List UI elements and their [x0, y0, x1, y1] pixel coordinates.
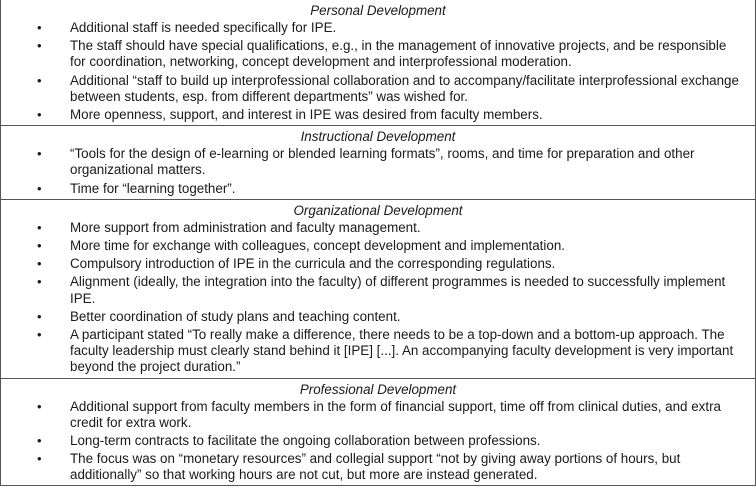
list-item [1, 20, 755, 36]
bullet-icon: • [37, 146, 42, 162]
section-heading: Organizational Development [293, 202, 463, 218]
list-item [1, 309, 755, 325]
list-item [1, 146, 755, 178]
list-item [1, 451, 755, 483]
list-item-text: Better coordination of study plans and teaching content. [70, 308, 401, 324]
section-heading: Personal Development [310, 3, 446, 18]
list-item [1, 433, 755, 449]
list-item-text: More support from administration and faculty management. [70, 219, 421, 235]
bullet-icon: • [37, 398, 42, 414]
bullet-icon: • [37, 238, 42, 254]
list-item [1, 274, 755, 306]
list-item [1, 38, 755, 70]
bullet-list [1, 20, 755, 123]
section-instructional-development [1, 126, 755, 200]
bullet-icon: • [37, 20, 42, 35]
list-item [1, 238, 755, 254]
bullet-list [1, 220, 755, 376]
section-organizational-development [1, 200, 755, 379]
bullet-icon: • [37, 72, 42, 88]
list-item [1, 73, 755, 105]
list-item [1, 181, 755, 197]
bullet-list [1, 146, 755, 197]
bullet-icon: • [37, 107, 42, 123]
list-item-text: Alignment (ideally, the integration into the faculty) of different programmes is needed to successfully implement IPE. [70, 274, 726, 306]
section-professional-development [1, 379, 755, 485]
list-item-text: The staff should have special qualifications, e.g., in the management of innovative projects, and be responsible for coordination, networking, concept development and interprofessional moderation. [70, 38, 727, 70]
list-item-text: Time for “learning together”. [70, 180, 236, 196]
list-item-text: More openness, support, and interest in IPE was desired from faculty members. [70, 107, 543, 123]
bullet-icon: • [37, 433, 42, 449]
list-item-text: Compulsory introduction of IPE in the curricula and the corresponding regulations. [70, 256, 556, 272]
bullet-icon: • [37, 274, 42, 290]
list-item [1, 399, 755, 431]
list-item-text: Additional “staff to build up interprofessional collaboration and to accompany/facilitate interprofessional exchange between students, esp. from different departments” was wished for. [70, 72, 739, 104]
list-item-text: Long-term contracts to facilitate the ongoing collaboration between professions. [70, 433, 541, 449]
bullet-icon: • [37, 219, 42, 235]
list-item [1, 327, 755, 376]
section-heading: Professional Development [299, 381, 457, 397]
list-item-text: Additional support from faculty members in the form of financial support, time off from clinical duties, and extra credit for extra work. [70, 398, 721, 430]
bullet-icon: • [37, 256, 42, 272]
list-item-text: A participant stated “To really make a difference, there needs to be a top-down and a bottom-up approach. The faculty leadership must clearly stand behind it [IPE] [...]. An accompanying faculty development is very important beyond the project duration.” [70, 327, 734, 375]
bullet-icon: • [37, 180, 42, 196]
list-item-text: “Tools for the design of e-learning or blended learning formats”, rooms, and time for preparation and other organizational matters. [70, 146, 695, 178]
bullet-icon: • [37, 38, 42, 54]
bullet-icon: • [37, 308, 42, 324]
section-personal-development [1, 0, 755, 126]
bullet-icon: • [37, 327, 42, 343]
section-heading: Instructional Development [300, 129, 456, 145]
bullet-icon: • [37, 451, 42, 467]
list-item [1, 107, 755, 123]
list-item [1, 220, 755, 236]
list-item-text: The focus was on “monetary resources” and collegial support “not by giving away portions of hours, but additionally” so that working hours are not cut, but more are instead generated. [70, 451, 681, 483]
list-item-text: Additional staff is needed specifically for IPE. [70, 20, 337, 35]
list-item [1, 256, 755, 272]
bullet-list [1, 399, 755, 484]
list-item-text: More time for exchange with colleagues, concept development and implementation. [70, 238, 565, 254]
